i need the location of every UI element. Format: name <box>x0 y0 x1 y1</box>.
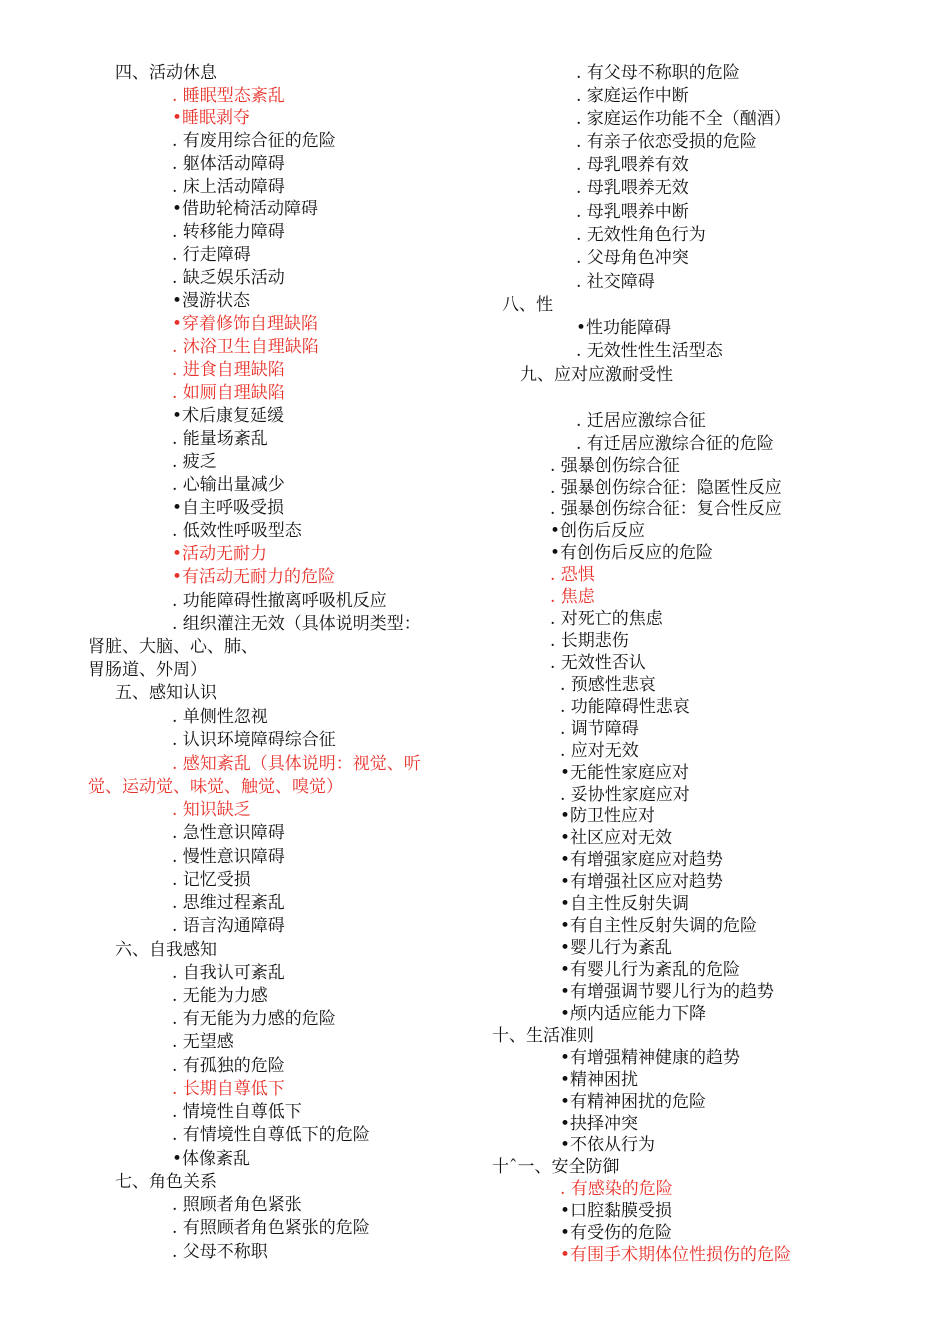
left-line-19: •自主呼吸受损 <box>172 498 285 518</box>
left-line-26: 胃肠道、外周） <box>88 660 207 680</box>
right-line-26: . 预感性悲哀 <box>560 675 656 695</box>
right-line-34: •有增强家庭应对趋势 <box>560 850 724 870</box>
right-line-37: •有自主性反射失调的危险 <box>560 916 758 936</box>
right-line-40: •有增强调节婴儿行为的趋势 <box>560 982 775 1002</box>
right-line-24: . 长期悲伤 <box>550 631 629 651</box>
left-line-21: •活动无耐力 <box>172 544 268 564</box>
right-line-2: . 家庭运作功能不全（酗酒） <box>576 109 791 129</box>
left-line-2: •睡眠剥夺 <box>172 108 251 128</box>
right-line-5: . 母乳喂养无效 <box>576 178 689 198</box>
right-line-6: . 母乳喂养中断 <box>576 202 689 222</box>
left-line-18: . 心输出量减少 <box>172 475 285 495</box>
right-line-22: . 焦虑 <box>550 587 595 607</box>
right-line-52: •有围手术期体位性损伤的危险 <box>560 1245 792 1265</box>
right-line-48: 十ˆ一、安全防御 <box>492 1157 620 1177</box>
left-line-31: 觉、运动觉、味觉、触觉、嗅觉） <box>88 777 343 797</box>
right-line-27: . 功能障碍性悲哀 <box>560 697 690 717</box>
left-line-1: . 睡眠型态紊乱 <box>172 86 285 106</box>
left-line-12: . 沐浴卫生自理缺陷 <box>172 337 319 357</box>
right-line-28: . 调节障碍 <box>560 719 639 739</box>
right-line-17: . 强暴创伤综合征：隐匿性反应 <box>550 478 782 498</box>
right-line-9: . 社交障碍 <box>576 272 655 292</box>
right-line-18: . 强暴创伤综合征：复合性反应 <box>550 499 782 519</box>
left-line-48: 七、角色关系 <box>115 1172 217 1192</box>
right-line-39: •有婴儿行为紊乱的危险 <box>560 960 741 980</box>
left-line-42: . 无望感 <box>172 1032 234 1052</box>
left-line-43: . 有孤独的危险 <box>172 1056 285 1076</box>
left-line-35: . 记忆受损 <box>172 870 251 890</box>
right-line-10: 八、性 <box>502 295 553 315</box>
left-line-33: . 急性意识障碍 <box>172 823 285 843</box>
right-line-36: •自主性反射失调 <box>560 894 690 914</box>
right-line-19: •创伤后反应 <box>550 521 646 541</box>
left-line-50: . 有照顾者角色紧张的危险 <box>172 1218 370 1238</box>
left-line-32: . 知识缺乏 <box>172 800 251 820</box>
left-line-10: •漫游状态 <box>172 291 251 311</box>
right-line-20: •有创伤后反应的危险 <box>550 543 714 563</box>
left-line-14: . 如厕自理缺陷 <box>172 383 285 403</box>
left-line-25: 肾脏、大脑、心、肺、 <box>88 637 258 657</box>
left-line-51: . 父母不称职 <box>172 1242 268 1262</box>
left-line-49: . 照顾者角色紧张 <box>172 1195 302 1215</box>
left-line-3: . 有废用综合征的危险 <box>172 131 336 151</box>
left-line-37: . 语言沟通障碍 <box>172 916 285 936</box>
right-line-43: •有增强精神健康的趋势 <box>560 1048 741 1068</box>
right-line-50: •口腔黏膜受损 <box>560 1201 673 1221</box>
left-line-27: 五、感知认识 <box>115 683 217 703</box>
right-line-11: •性功能障碍 <box>576 318 672 338</box>
right-line-25: . 无效性否认 <box>550 653 646 673</box>
left-line-13: . 进食自理缺陷 <box>172 360 285 380</box>
left-line-4: . 躯体活动障碍 <box>172 154 285 174</box>
left-line-47: •体像紊乱 <box>172 1149 251 1169</box>
left-line-6: •借助轮椅活动障碍 <box>172 199 319 219</box>
left-line-8: . 行走障碍 <box>172 245 251 265</box>
left-line-23: . 功能障碍性撤离呼吸机反应 <box>172 591 387 611</box>
left-line-29: . 认识环境障碍综合征 <box>172 730 336 750</box>
right-line-41: •颅内适应能力下降 <box>560 1004 707 1024</box>
right-line-4: . 母乳喂养有效 <box>576 155 689 175</box>
right-line-3: . 有亲子依恋受损的危险 <box>576 132 757 152</box>
left-line-24: . 组织灌注无效（具体说明类型： <box>172 614 421 634</box>
right-line-49: . 有感染的危险 <box>560 1179 673 1199</box>
right-line-32: •防卫性应对 <box>560 806 656 826</box>
left-line-17: . 疲乏 <box>172 452 217 472</box>
left-line-0: 四、活动休息 <box>115 63 217 83</box>
right-line-44: •精神困扰 <box>560 1070 639 1090</box>
right-line-46: •抉择冲突 <box>560 1114 639 1134</box>
left-line-39: . 自我认可紊乱 <box>172 963 285 983</box>
left-line-34: . 慢性意识障碍 <box>172 847 285 867</box>
left-line-40: . 无能为力感 <box>172 986 268 1006</box>
left-line-45: . 情境性自尊低下 <box>172 1102 302 1122</box>
right-line-35: •有增强社区应对趋势 <box>560 872 724 892</box>
left-line-11: •穿着修饰自理缺陷 <box>172 314 319 334</box>
right-line-30: •无能性家庭应对 <box>560 763 690 783</box>
left-line-36: . 思维过程紊乱 <box>172 893 285 913</box>
right-line-45: •有精神困扰的危险 <box>560 1092 707 1112</box>
right-line-21: . 恐惧 <box>550 565 595 585</box>
left-line-9: . 缺乏娱乐活动 <box>172 268 285 288</box>
right-line-23: . 对死亡的焦虑 <box>550 609 663 629</box>
right-line-33: •社区应对无效 <box>560 828 673 848</box>
left-line-30: . 感知紊乱（具体说明：视觉、听 <box>172 754 421 774</box>
right-line-51: •有受伤的危险 <box>560 1223 673 1243</box>
right-line-1: . 家庭运作中断 <box>576 86 689 106</box>
left-line-5: . 床上活动障碍 <box>172 177 285 197</box>
right-line-38: •婴儿行为紊乱 <box>560 938 673 958</box>
right-line-14: . 迁居应激综合征 <box>576 411 706 431</box>
right-line-12: . 无效性性生活型态 <box>576 341 723 361</box>
left-line-7: . 转移能力障碍 <box>172 222 285 242</box>
right-line-29: . 应对无效 <box>560 741 639 761</box>
left-line-16: . 能量场紊乱 <box>172 429 268 449</box>
right-line-8: . 父母角色冲突 <box>576 248 689 268</box>
left-line-15: •术后康复延缓 <box>172 406 285 426</box>
left-line-28: . 单侧性忽视 <box>172 707 268 727</box>
left-line-44: . 长期自尊低下 <box>172 1079 285 1099</box>
right-line-16: . 强暴创伤综合征 <box>550 456 680 476</box>
left-line-38: 六、自我感知 <box>115 940 217 960</box>
right-line-0: . 有父母不称职的危险 <box>576 63 740 83</box>
left-line-46: . 有情境性自尊低下的危险 <box>172 1125 370 1145</box>
right-line-42: 十、生活准则 <box>492 1026 594 1046</box>
left-line-41: . 有无能为力感的危险 <box>172 1009 336 1029</box>
right-line-13: 九、应对应激耐受性 <box>520 365 673 385</box>
left-line-20: . 低效性呼吸型态 <box>172 521 302 541</box>
right-line-15: . 有迁居应激综合征的危险 <box>576 434 774 454</box>
right-line-31: . 妥协性家庭应对 <box>560 785 690 805</box>
right-line-47: •不依从行为 <box>560 1135 656 1155</box>
left-line-22: •有活动无耐力的危险 <box>172 567 336 587</box>
right-line-7: . 无效性角色行为 <box>576 225 706 245</box>
